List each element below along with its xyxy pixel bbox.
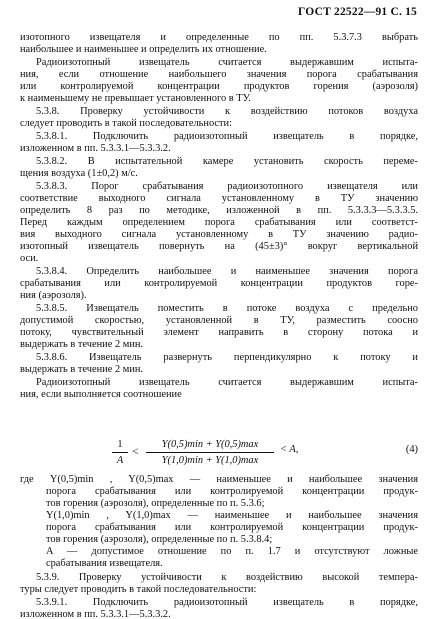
formula-numerator: Y(0,5)min + Y(0,5)max	[161, 439, 259, 450]
text-line: 5.3.9.1. Подключить радиоизотопный извещатель в порядке,	[36, 597, 418, 608]
text-line: порога срабатывания или контролируемой концентрации продук-	[46, 486, 418, 497]
text-line: ния (аэрозоля).	[20, 290, 87, 301]
text-line: порога срабатывания или контролируемой концентрации продук-	[46, 522, 418, 533]
formula-number: (4)	[405, 444, 418, 455]
formula-rhs: < A,	[280, 444, 299, 455]
formula-lhs-denominator: A	[116, 455, 124, 466]
text-line: изотопный извещатель повернуть на (45±3)° вокруг вертикальной	[20, 241, 418, 252]
formula-lhs-numerator: 1	[117, 439, 123, 450]
text-line: выдержать в течение 2 мин.	[20, 364, 144, 375]
text-line: 5.3.8.6. Извещатель развернуть перпендикулярно к потоку и	[36, 352, 418, 363]
formula-main-fraction	[146, 438, 274, 467]
text-line: ния, если выполняется соотношение	[20, 389, 182, 400]
text-line: 5.3.8.4. Определить наибольшее и наименьшее значения порога	[36, 266, 418, 277]
text-line: допустимой скоростью, установленной в ТУ, разместить соосно	[20, 315, 418, 326]
text-line: тов горения (аэрозоля), определенные по п. 5.3.8.4;	[46, 534, 273, 545]
text-line: 5.3.9. Проверку устойчивости к воздействию высокой темпера-	[36, 572, 418, 583]
text-line: 5.3.8.3. Порог срабатывания радиоизотопного извещателя или	[36, 181, 418, 192]
text-line: 5.3.8.1. Подключить радиоизотопный извещатель в порядке,	[36, 131, 418, 142]
text-line: соответствие выходного сигнала установленному в ТУ значению	[20, 193, 418, 204]
text-line: щения воздуха (1±0,2) м/с.	[20, 168, 138, 179]
formula-less-than: <	[132, 444, 139, 458]
text-line: изотопного извещателя и определенные по пп. 5.3.7.3 выбрать	[20, 32, 418, 43]
text-line: оси.	[20, 253, 39, 264]
text-line: Y(1,0)min , Y(1,0)max — наименьшее и наибольшее значения	[46, 510, 418, 521]
text-line: ния, если отношение наибольшего значения порога срабатывания	[20, 69, 418, 80]
text-line: выдержать в течение 2 мин.	[20, 339, 144, 350]
formula-4	[100, 438, 418, 468]
text-line: потоку, чувствительный элемент направить в сторону потока и	[20, 327, 418, 338]
text-line: 5.3.8. Проверку устойчивости к воздействию потоков воздуха	[36, 106, 418, 117]
text-line: тов горения (аэрозоля), определенные по п. 5.3.6;	[46, 498, 265, 509]
text-line: изложенном в пп. 5.3.3.1—5.3.3.2.	[20, 143, 171, 154]
text-line: Радиоизотопный извещатель считается выдержавшим испыта-	[36, 57, 418, 68]
formula-denominator: Y(1,0)min + Y(1,0)max	[161, 455, 259, 466]
text-line: срабатывания или контролируемой концентрации продуктов горе-	[20, 278, 418, 289]
text-line: A — допустимое отношение по п. 1.7 и отсутствуют ложные	[46, 546, 418, 557]
text-line: или контролируемой концентрации продуктов горения (аэрозоля)	[20, 81, 418, 92]
text-line: 5.3.8.2. В испытательной камере установить скорость переме-	[36, 156, 418, 167]
text-line: туры следует проводить в такой последовательности:	[20, 584, 257, 595]
text-line: где Y(0,5)min , Y(0,5)max — наименьшее и наибольшее значения	[20, 474, 418, 485]
text-line: изложенном в пп. 5.3.3.1—5.3.3.2.	[20, 609, 171, 619]
text-line: Перед каждым определением порога срабатывания или соответст-	[20, 217, 418, 228]
text-line: определить 8 раз по методике, изложенной в пп. 5.3.3.3—5.3.3.5.	[20, 205, 418, 216]
page-header: ГОСТ 22522—91 С. 15	[298, 6, 417, 18]
text-line: 5.3.8.5. Извещатель поместить в потоке воздуха с предельно	[36, 303, 418, 314]
text-line: наибольшее и наименьшее и определить их отношение.	[20, 44, 267, 55]
formula-lhs-fraction	[112, 438, 128, 467]
text-line: вия выходного сигнала установленному в ТУ значению радио-	[20, 229, 418, 240]
text-line: Радиоизотопный извещатель считается выдержавшим испыта-	[36, 377, 418, 388]
text-line: срабатывания извещателя.	[46, 558, 163, 569]
text-line: к наименьшему не превышает установленного в ТУ.	[20, 93, 251, 104]
text-line: следует проводить в такой последовательности:	[20, 118, 233, 129]
